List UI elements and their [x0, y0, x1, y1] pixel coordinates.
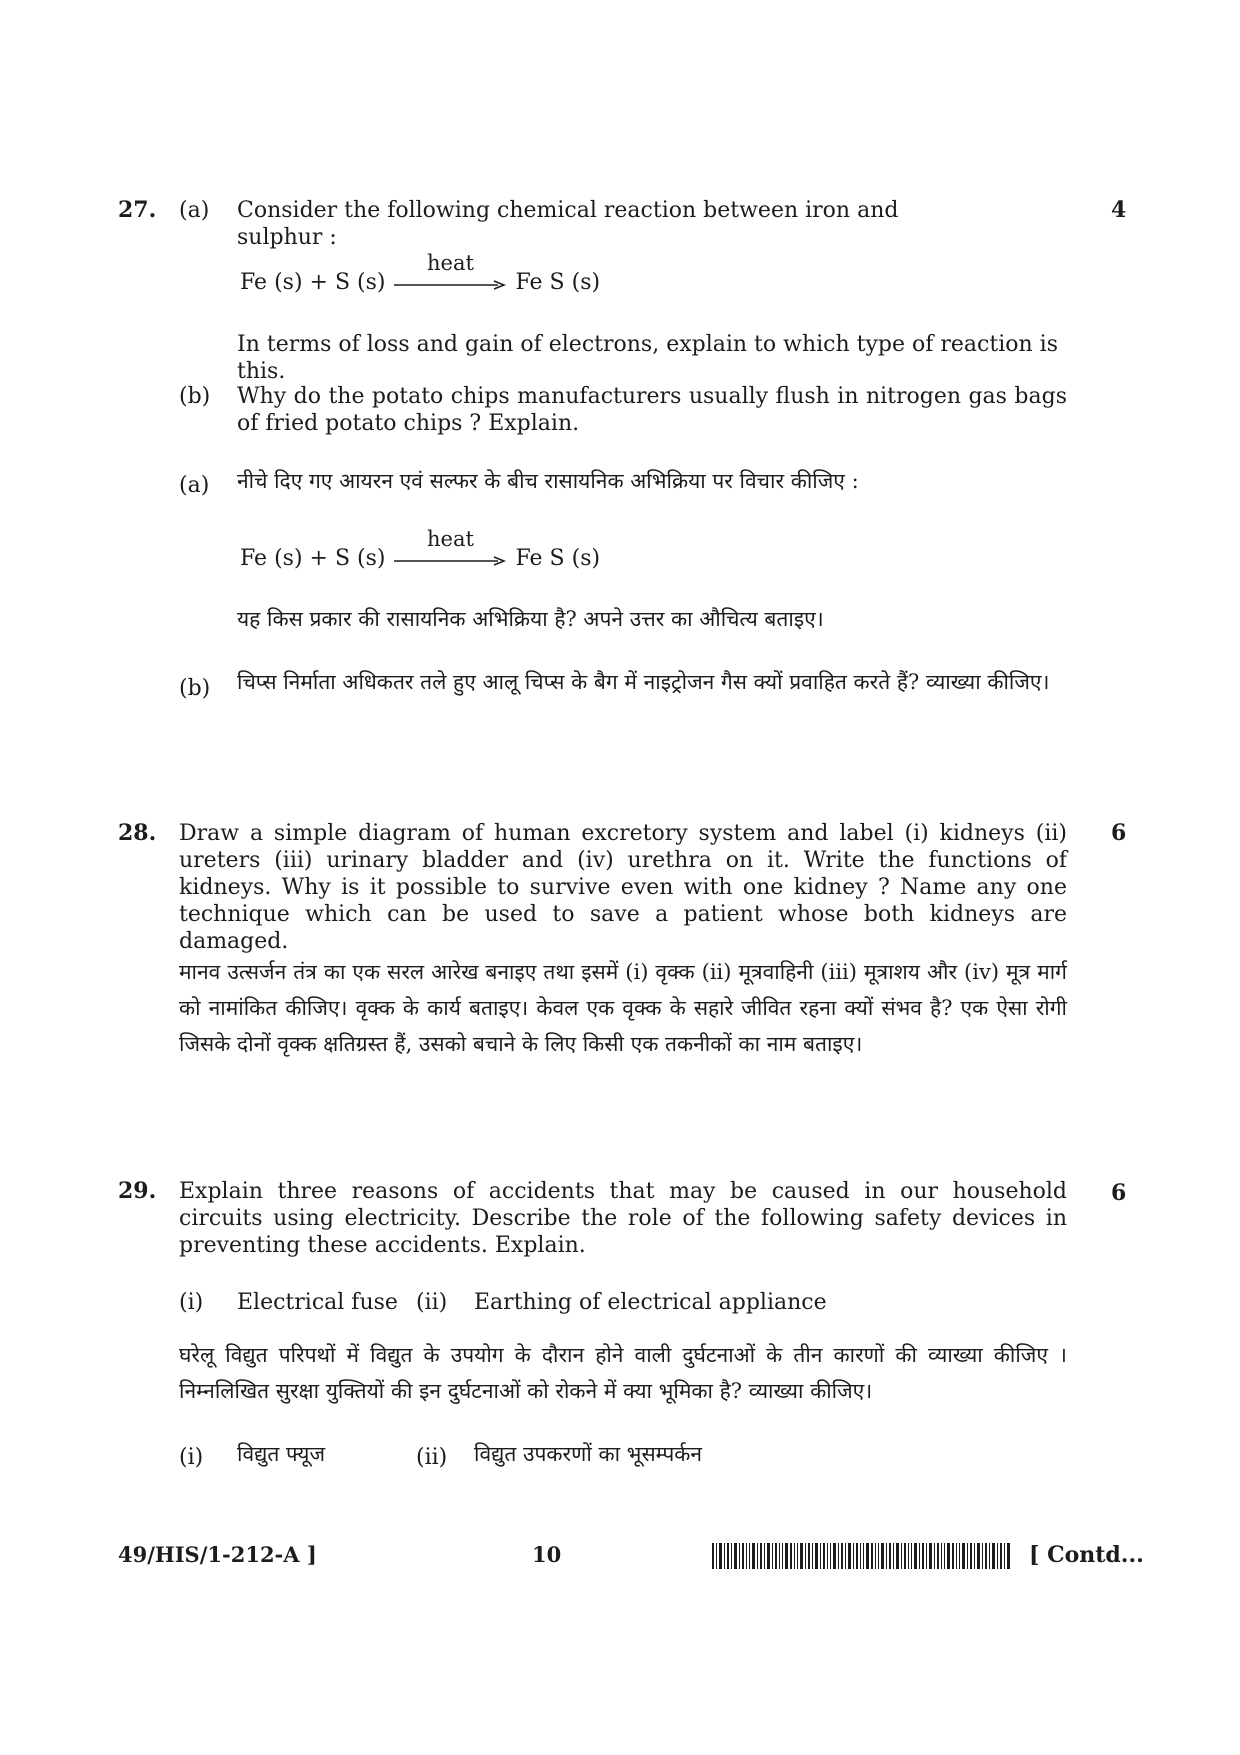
reaction-arrow — [394, 527, 506, 571]
q29-opt1-label: (i) — [179, 1290, 204, 1315]
q29-opt1-text: Electrical fuse — [237, 1290, 398, 1315]
barcode-icon — [712, 1543, 1012, 1569]
q29-opt2-label: (ii) — [416, 1290, 448, 1315]
q28-hi-text: मानव उत्सर्जन तंत्र का एक सरल आरेख बनाइए तथा इसमें (i) वृक्क (ii) मूत्रवाहिनी (iii) मूत्राशय और (iv) मूत्र मार्ग को नामांकित कीजिए। वृक्क के कार्य बताइए। केवल एक वृक्क के सहारे जीवित रहना क्यों संभव है? एक ऐसा रोगी जिसके दोनों वृक्क क्षतिग्रस्त हैं, उसको बचाने के लिए किसी एक तकनीकों का नाम बताइए। — [179, 960, 1067, 1056]
q27-a-text: Consider the following chemical reaction between iron and sulphur : — [237, 198, 899, 250]
q28-text: Draw a simple diagram of human excretory system and label (i) kidneys (ii) ureters (iii) urinary bladder and (iv) urethra on it. Write the functions of kidneys. Why is it possible to survive even with one kidney ? Name any one technique which can be used to save a patient whose both kidneys are damaged. — [179, 821, 1067, 954]
continued-label: [ Contd... — [1029, 1542, 1144, 1568]
q27-b-text: Why do the potato chips manufacturers usually flush in nitrogen gas bags of fried potato chips ? Explain. — [237, 384, 1067, 436]
q27-a-question: In terms of loss and gain of electrons, explain to which type of reaction is this. — [237, 332, 1058, 384]
q27-hi-b-text: चिप्स निर्माता अधिकतर तले हुए आलू चिप्स के बैग में नाइट्रोजन गैस क्यों प्रवाहित करते हैं? व्याख्या कीजिए। — [237, 670, 1050, 694]
q27-hi-a-label: (a) — [179, 473, 210, 498]
q29-hi-opt2-label: (ii) — [416, 1445, 448, 1470]
q27-hi-a-text: नीचे दिए गए आयरन एवं सल्फर के बीच रासायनिक अभिक्रिया पर विचार कीजिए : — [237, 469, 859, 493]
right-arrow-icon — [394, 280, 506, 290]
q27-hi-a-question: यह किस प्रकार की रासायनिक अभिक्रिया है? अपने उत्तर का औचित्य बताइए। — [237, 607, 824, 631]
q28-number: 28. — [118, 820, 157, 846]
q27-reaction-en — [240, 251, 601, 295]
q27-hi-b-label: (b) — [179, 676, 211, 701]
q29-marks: 6 — [1111, 1180, 1127, 1206]
q28-marks: 6 — [1111, 820, 1127, 846]
right-arrow-icon — [394, 556, 506, 566]
q27-b-label: (b) — [179, 384, 211, 409]
q29-text: Explain three reasons of accidents that may be caused in our household circuits using electricity. Describe the role of the following safety devices in preventing these accidents. Explain. — [179, 1179, 1067, 1258]
reaction-product: Fe S (s) — [515, 270, 601, 295]
q29-hi-text: घरेलू विद्युत परिपथों में विद्युत के उपयोग के दौरान होने वाली दुर्घटनाओं के तीन कारणों की व्याख्या कीजिए । निम्नलिखित सुरक्षा युक्तियों की इन दुर्घटनाओं को रोकने में क्या भूमिका है? व्याख्या कीजिए। — [179, 1343, 1067, 1403]
q27-number: 27. — [118, 197, 157, 223]
q29-hi-opt2-text: विद्युत उपकरणों का भूसम्पर्कन — [474, 1442, 703, 1466]
q27-marks: 4 — [1111, 197, 1127, 223]
page-number: 10 — [532, 1542, 562, 1567]
q27-reaction-hi — [240, 527, 601, 571]
q27-a-label: (a) — [179, 198, 210, 223]
q29-number: 29. — [118, 1178, 157, 1204]
paper-code: 49/HIS/1-212-A ] — [118, 1542, 317, 1567]
reaction-arrow-label: heat — [427, 527, 474, 551]
reaction-product: Fe S (s) — [515, 546, 601, 571]
q29-hi-opt1-text: विद्युत फ्यूज — [237, 1442, 326, 1466]
q29-hi-opt1-label: (i) — [179, 1445, 204, 1470]
reaction-reactants: Fe (s) + S (s) — [240, 546, 386, 571]
q29-opt2-text: Earthing of electrical appliance — [474, 1290, 827, 1315]
reaction-arrow-label: heat — [427, 251, 474, 275]
reaction-arrow — [394, 251, 506, 295]
reaction-reactants: Fe (s) + S (s) — [240, 270, 386, 295]
